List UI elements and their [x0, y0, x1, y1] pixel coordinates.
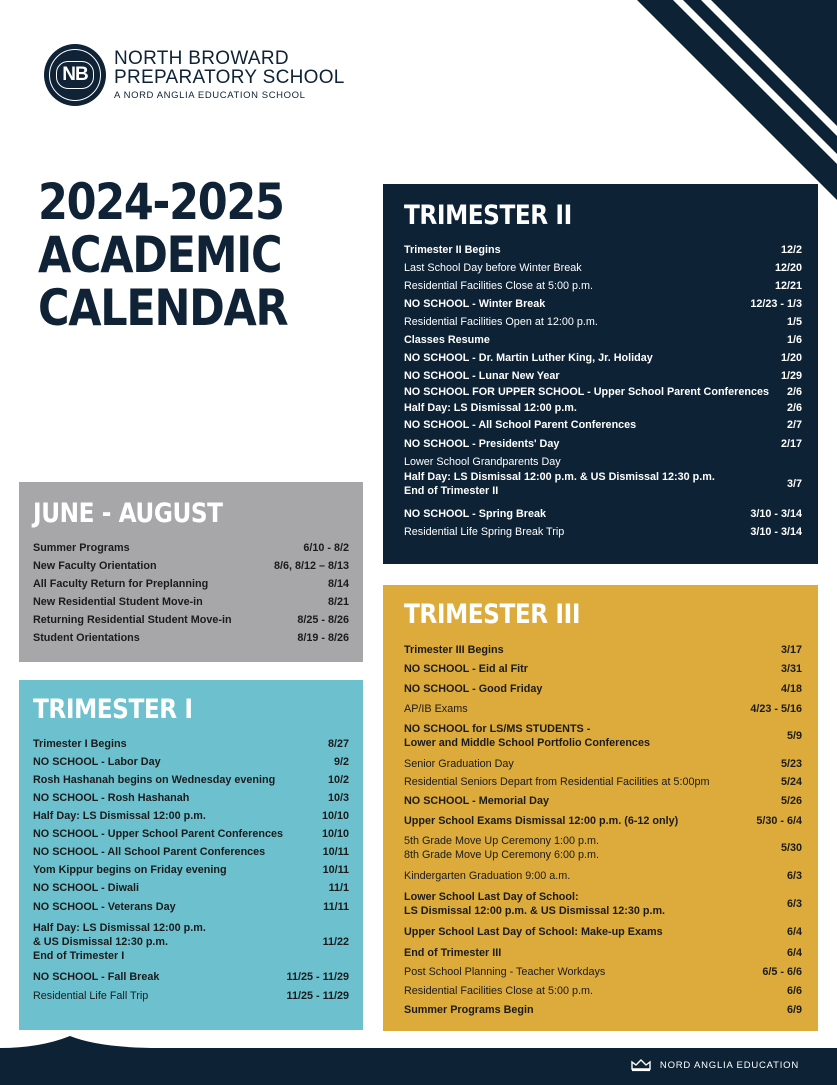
trimester2-row: NO SCHOOL FOR UPPER SCHOOL - Upper School Parent Conferences 2/6 — [404, 386, 802, 398]
trimester3-row: AP/IB Exams 4/23 - 5/16 — [404, 702, 802, 715]
summer-row: Student Orientations 8/19 - 8/26 — [33, 632, 349, 644]
trimester1-row: Half Day: LS Dismissal 12:00 p.m. 10/10 — [33, 810, 349, 822]
trimester3-row: Residential Seniors Depart from Residential Facilities at 5:00pm 5/24 — [404, 776, 802, 788]
trimester2-row: NO SCHOOL - Winter Break 12/23 - 1/3 — [404, 298, 802, 310]
trimester2-row: Classes Resume 1/6 — [404, 334, 802, 346]
trimester3-panel — [383, 585, 818, 1031]
trimester1-row: NO SCHOOL - Rosh Hashanah 10/3 — [33, 792, 349, 804]
trimester2-row: NO SCHOOL - Spring Break 3/10 - 3/14 — [404, 508, 802, 520]
crown-icon — [630, 1058, 652, 1072]
trimester3-row: Residential Facilities Close at 5:00 p.m. 6/6 — [404, 984, 802, 997]
logo-monogram: NB — [56, 61, 93, 89]
trimester2-row: Residential Life Spring Break Trip 3/10 - 3/14 — [404, 526, 802, 538]
summer-panel — [19, 482, 363, 662]
trimester1-row: NO SCHOOL - All School Parent Conferences 10/11 — [33, 846, 349, 858]
title-line2: ACADEMIC — [38, 226, 282, 284]
school-subtitle: A NORD ANGLIA EDUCATION SCHOOL — [114, 90, 306, 101]
corner-stripes-decoration — [637, 0, 837, 200]
trimester3-row: End of Trimester III 6/4 — [404, 946, 802, 959]
trimester3-row: Post School Planning - Teacher Workdays 6/5 - 6/6 — [404, 965, 802, 978]
trimester2-row: NO SCHOOL - Lunar New Year 1/29 — [404, 369, 802, 382]
trimester3-row: Trimester III Begins 3/17 — [404, 643, 802, 656]
trimester2-row: NO SCHOOL - Dr. Martin Luther King, Jr. Holiday 1/20 — [404, 352, 802, 364]
title-line1: 2024-2025 — [38, 173, 284, 231]
trimester3-heading: TRIMESTER III — [404, 599, 581, 630]
summer-row: Summer Programs 6/10 - 8/2 — [33, 542, 349, 554]
summer-row: Returning Residential Student Move-in 8/25 - 8/26 — [33, 614, 349, 626]
summer-row: New Residential Student Move-in 8/21 — [33, 596, 349, 608]
trimester2-row: Residential Facilities Close at 5:00 p.m. 12/21 — [404, 280, 802, 292]
trimester1-heading: TRIMESTER I — [33, 694, 193, 725]
school-logo — [44, 44, 106, 106]
trimester1-row: Rosh Hashanah begins on Wednesday evening 10/2 — [33, 774, 349, 786]
page-title — [38, 173, 288, 337]
trimester1-row: NO SCHOOL - Upper School Parent Conferences 10/10 — [33, 828, 349, 840]
summer-rows — [33, 539, 349, 647]
trimester1-panel — [19, 680, 363, 1030]
trimester1-row: NO SCHOOL - Veterans Day 11/11 — [33, 901, 349, 913]
trimester2-row: Residential Facilities Open at 12:00 p.m. 1/5 — [404, 316, 802, 328]
trimester3-row: NO SCHOOL - Good Friday 4/18 — [404, 682, 802, 695]
trimester1-row: Trimester I Begins 8/27 — [33, 738, 349, 750]
trimester2-panel — [383, 184, 818, 564]
trimester2-row: Trimester II Begins 12/2 — [404, 244, 802, 256]
summer-row: New Faculty Orientation 8/6, 8/12 – 8/13 — [33, 560, 349, 572]
trimester2-row: Half Day: LS Dismissal 12:00 p.m. & US Dismissal 12:30 p.m. End of Trimester II 3/7 — [404, 471, 802, 497]
trimester3-row: NO SCHOOL - Memorial Day 5/26 — [404, 794, 802, 807]
summer-heading: JUNE - AUGUST — [33, 498, 223, 529]
trimester2-row: NO SCHOOL - All School Parent Conferences 2/7 — [404, 419, 802, 431]
trimester3-row: Summer Programs Begin 6/9 — [404, 1003, 802, 1016]
summer-row: All Faculty Return for Preplanning 8/14 — [33, 578, 349, 590]
trimester1-row: NO SCHOOL - Fall Break 11/25 - 11/29 — [33, 971, 349, 983]
trimester1-row: Yom Kippur begins on Friday evening 10/11 — [33, 864, 349, 876]
trimester1-row: NO SCHOOL - Diwali 11/1 — [33, 882, 349, 894]
school-name-line1: NORTH BROWARD — [114, 48, 289, 69]
school-name-line2: PREPARATORY SCHOOL — [114, 67, 345, 88]
trimester3-row: 5th Grade Move Up Ceremony 1:00 p.m. 8th Grade Move Up Ceremony 6:00 p.m. 5/30 — [404, 835, 802, 861]
trimester3-row: NO SCHOOL - Eid al Fitr 3/31 — [404, 662, 802, 675]
school-name — [114, 49, 345, 87]
trimester3-row: Senior Graduation Day 5/23 — [404, 757, 802, 770]
trimester2-row: Half Day: LS Dismissal 12:00 p.m. 2/6 — [404, 402, 802, 414]
trimester2-row: NO SCHOOL - Presidents' Day 2/17 — [404, 438, 802, 450]
trimester3-row: Upper School Exams Dismissal 12:00 p.m. (6-12 only) 5/30 - 6/4 — [404, 814, 802, 827]
trimester1-row: NO SCHOOL - Labor Day 9/2 — [33, 756, 349, 768]
trimester1-row: Residential Life Fall Trip 11/25 - 11/29 — [33, 990, 349, 1002]
footer-brand — [630, 1058, 799, 1072]
title-line3: CALENDAR — [38, 279, 288, 337]
footer-brand-text: NORD ANGLIA EDUCATION — [659, 1059, 799, 1071]
trimester3-row: Lower School Last Day of School: LS Dismissal 12:00 p.m. & US Dismissal 12:30 p.m. 6/3 — [404, 891, 802, 917]
trimester3-row: Kindergarten Graduation 9:00 a.m. 6/3 — [404, 870, 802, 882]
trimester2-row: Lower School Grandparents Day — [404, 455, 561, 468]
trimester2-row: Last School Day before Winter Break 12/20 — [404, 262, 802, 274]
trimester3-row: NO SCHOOL for LS/MS STUDENTS - Lower and Middle School Portfolio Conferences 5/9 — [404, 723, 802, 749]
trimester3-row: Upper School Last Day of School: Make-up Exams 6/4 — [404, 926, 802, 938]
trimester1-row: Half Day: LS Dismissal 12:00 p.m. & US Dismissal 12:30 p.m. End of Trimester I 11/22 — [33, 922, 349, 962]
trimester2-heading: TRIMESTER II — [404, 200, 572, 231]
